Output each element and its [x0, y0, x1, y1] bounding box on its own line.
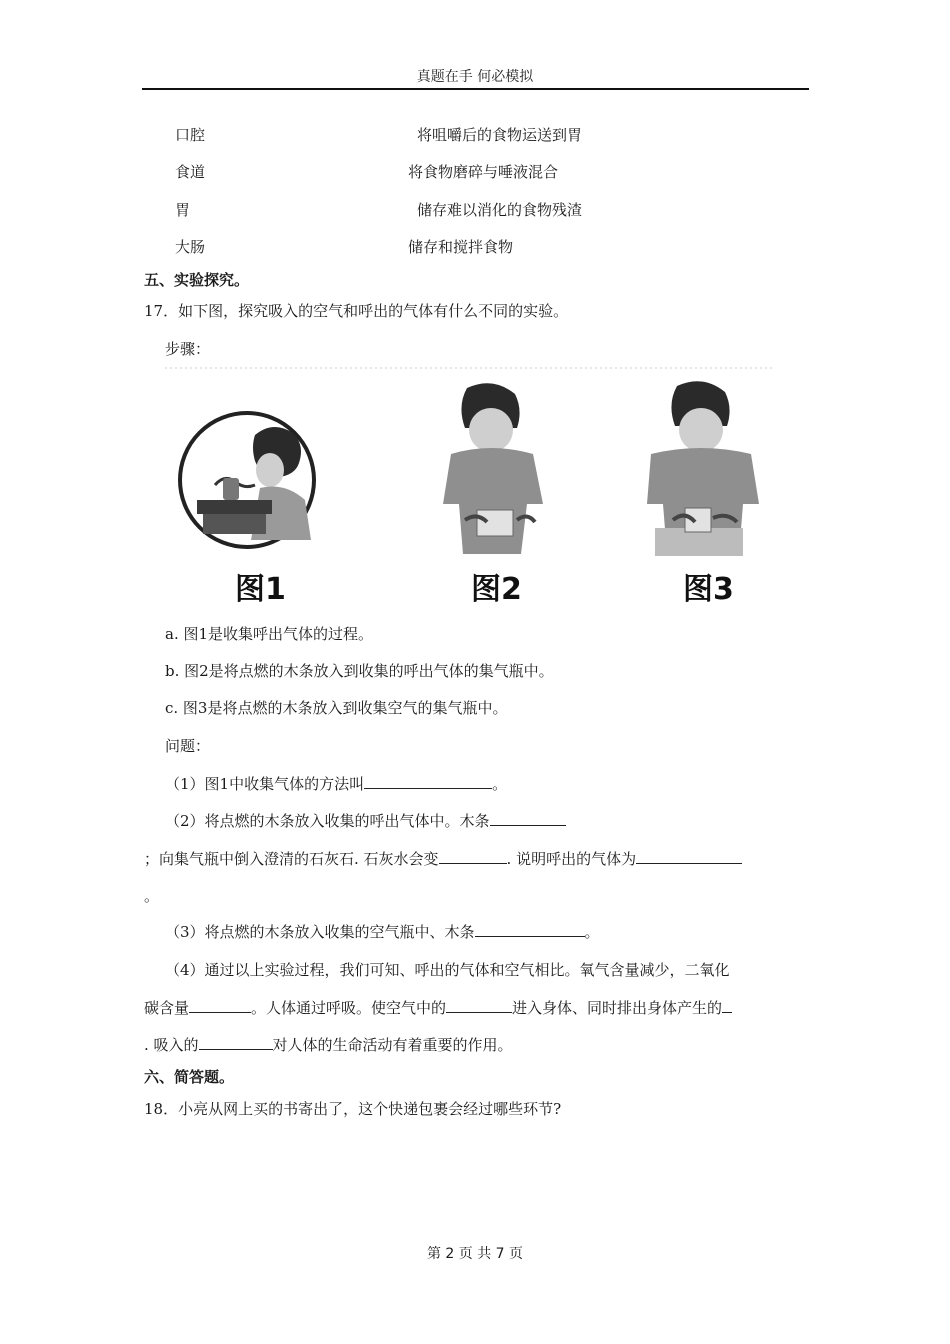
q17-question-4-text-e: . 吸入的 — [144, 1036, 199, 1054]
match-left-2: 食道 — [175, 163, 206, 181]
q17-question-1 — [165, 773, 507, 794]
page-header-title: 真题在手 何必模拟 — [416, 69, 534, 85]
q17-question-1-end: 。 — [492, 775, 508, 793]
figure-1-caption: 图1 — [235, 572, 286, 607]
match-left-4: 大肠 — [175, 238, 206, 256]
q17-question-2-text: （2）将点燃的木条放入收集的呼出气体中。木条 — [165, 812, 490, 830]
q17-question-2-cont — [144, 848, 742, 869]
q17-question-4-end — [144, 1034, 513, 1055]
q17-question-2-end: 。 — [144, 887, 160, 905]
section-6-title: 六、简答题。 — [144, 1068, 235, 1086]
q17-step-b: b. 图2是将点燃的木条放入到收集的呼出气体的集气瓶中。 — [165, 662, 554, 680]
figure-3-caption: 图3 — [683, 572, 734, 607]
q17-question-4-text-b: 碳含量 — [144, 999, 190, 1017]
answer-blank-5[interactable] — [475, 921, 585, 937]
q17-question-4-text-f: 对人体的生命活动有着重要的作用。 — [272, 1036, 513, 1054]
q17-steps-label: 步骤： — [165, 340, 211, 358]
q17-question-3-text: （3）将点燃的木条放入收集的空气瓶中、木条 — [165, 923, 475, 941]
answer-blank-8[interactable] — [722, 997, 732, 1013]
answer-blank-6[interactable] — [189, 997, 251, 1013]
match-right-3: 储存难以消化的食物残渣 — [417, 201, 583, 219]
figure-2-illustration — [443, 383, 543, 554]
q17-question-1-text: （1）图1中收集气体的方法叫 — [165, 775, 365, 793]
q17-question-4-cont — [144, 997, 732, 1018]
q17-question-2 — [165, 810, 566, 831]
q17-question-4: （4）通过以上实验过程，我们可知、呼出的气体和空气相比。氧气含量减少，二氧化 — [165, 961, 730, 979]
answer-blank-2[interactable] — [490, 810, 566, 826]
page-footer: 第 2 页 共 7 页 — [426, 1246, 524, 1262]
answer-blank-7[interactable] — [446, 997, 512, 1013]
q17-question-4-text-c: 。人体通过呼吸。使空气中的 — [251, 999, 447, 1017]
header-rule — [142, 88, 809, 90]
figure-1-illustration — [180, 413, 314, 547]
q17-question-4-text-d: 进入身体、同时排出身体产生的 — [512, 999, 723, 1017]
section-5-title: 五、实验探究。 — [144, 271, 250, 289]
q17-questions-label: 问题： — [165, 737, 211, 755]
q17-question-2-text-c: . 说明呼出的气体为 — [506, 850, 637, 868]
match-left-1: 口腔 — [175, 126, 206, 144]
answer-blank-4[interactable] — [636, 848, 742, 864]
experiment-figure — [165, 360, 775, 610]
q17-question-3 — [165, 921, 600, 942]
q18-stem: 18．小亮从网上买的书寄出了，这个快递包裹会经过哪些环节? — [144, 1100, 562, 1118]
answer-blank-3[interactable] — [439, 848, 507, 864]
q17-stem: 17．如下图，探究吸入的空气和呼出的气体有什么不同的实验。 — [144, 302, 569, 320]
q17-step-c: c. 图3是将点燃的木条放入到收集空气的集气瓶中。 — [165, 699, 508, 717]
q17-question-2-text-b: ；向集气瓶中倒入澄清的石灰石. 石灰水会变 — [144, 850, 439, 868]
answer-blank-1[interactable] — [364, 773, 492, 789]
q17-question-3-end: 。 — [584, 923, 600, 941]
answer-blank-9[interactable] — [199, 1034, 273, 1050]
figure-3-illustration — [647, 381, 759, 556]
match-left-3: 胃 — [175, 201, 191, 219]
match-right-1: 将咀嚼后的食物运送到胃 — [417, 126, 583, 144]
q17-step-a: a. 图1是收集呼出气体的过程。 — [165, 625, 374, 643]
match-right-2: 将食物磨碎与唾液混合 — [408, 163, 559, 181]
match-right-4: 储存和搅拌食物 — [408, 238, 514, 256]
figure-2-caption: 图2 — [471, 572, 522, 607]
